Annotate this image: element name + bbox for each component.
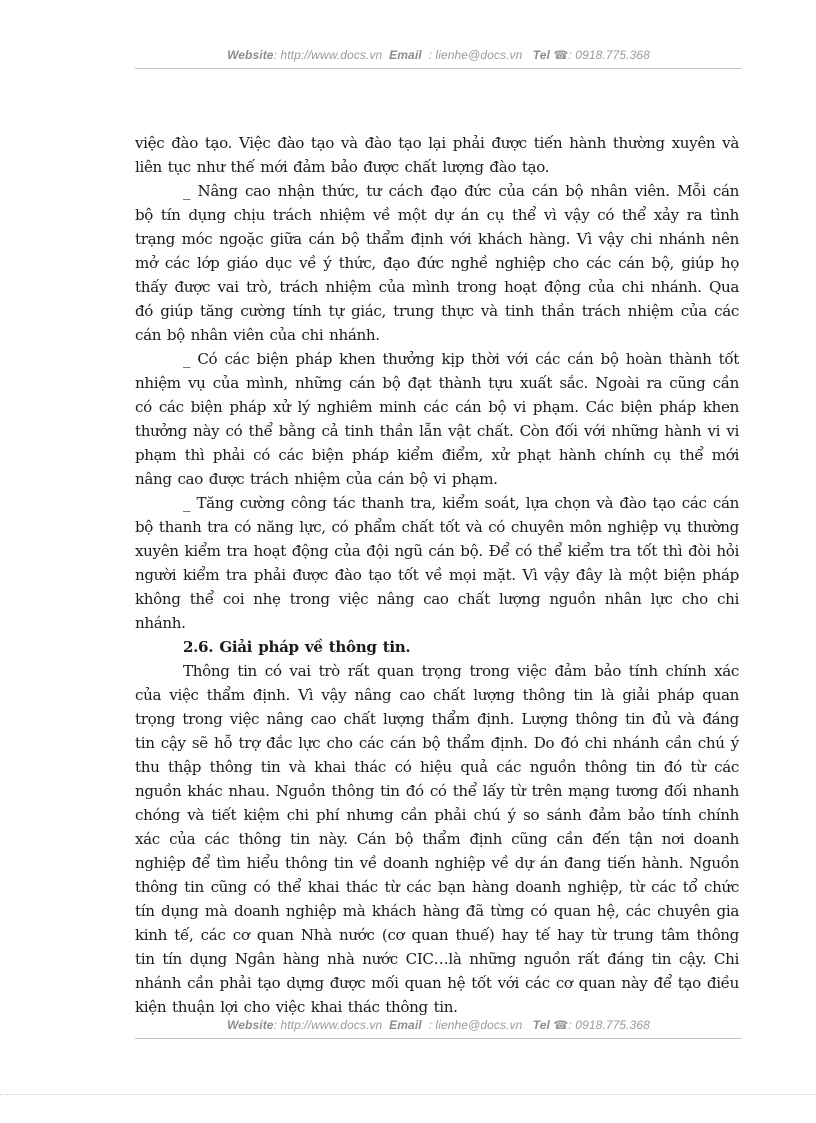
footer-tel-value: : 0918.775.368	[568, 1018, 650, 1032]
page-footer	[135, 1018, 742, 1032]
footer-tel-label: Tel	[532, 1018, 550, 1032]
section-heading: 2.6. Giải pháp về thông tin.	[183, 638, 411, 656]
phone-icon: ☎	[553, 48, 569, 62]
paragraph-3: _ Có các biện pháp khen thưởng kịp thời với các cán bộ hoàn thành tốt nhiệm vụ của mình, những cán bộ đạt thành tựu xuất sắc. Ngoài ra cũng cần có các biện pháp xử lý nghiêm minh các cán bộ vi phạm. Các biện pháp khen thưởng này có thể bằng cả tinh thần lẫn vật chất. Còn đối với những hành vi vi phạm thì phải có các biện pháp kiểm điểm, xử phạt hành chính cụ thể mới nâng cao được trách nhiệm của cán bộ vi phạm.	[135, 350, 739, 488]
header-tel-value: : 0918.775.368	[568, 48, 650, 62]
header-email-link[interactable]: : lienhe@docs.vn	[428, 48, 523, 62]
header-email-label: Email	[389, 48, 422, 62]
page-bottom-divider	[0, 1094, 816, 1095]
footer-rule	[135, 1038, 742, 1039]
footer-website-link[interactable]: : http://www.docs.vn	[273, 1018, 383, 1032]
header-tel-label: Tel	[532, 48, 550, 62]
paragraph-2: _ Nâng cao nhận thức, tư cách đạo đức của cán bộ nhân viên. Mỗi cán bộ tín dụng chịu trách nhiệm về một dự án cụ thể vì vậy có thể xảy ra tình trạng móc ngoặc giữa cán bộ thẩm định với khách hàng. Vì vậy chi nhánh nên mở các lớp giáo dục về ý thức, đạo đức nghề nghiệp cho các cán bộ, giúp họ thấy được vai trò, trách nhiệm của mình trong hoạt động của chi nhánh. Qua đó giúp tăng cường tính tự giác, trung thực và tinh thần trách nhiệm của các cán bộ nhân viên của chi nhánh.	[135, 182, 739, 344]
paragraph-1: việc đào tạo. Việc đào tạo và đào tạo lại phải được tiến hành thường xuyên và liên tục như thế mới đảm bảo được chất lượng đào tạo.	[135, 134, 739, 176]
header-rule	[135, 68, 742, 69]
footer-email-link[interactable]: : lienhe@docs.vn	[428, 1018, 523, 1032]
footer-website-label: Website	[227, 1018, 274, 1032]
phone-icon: ☎	[553, 1018, 569, 1032]
page-header	[135, 48, 742, 62]
paragraph-4: _ Tăng cường công tác thanh tra, kiểm soát, lựa chọn và đào tạo các cán bộ thanh tra có năng lực, có phẩm chất tốt và có chuyên môn nghiệp vụ thường xuyên kiểm tra hoạt động của đội ngũ cán bộ. Để có thể kiểm tra tốt thì đòi hỏi người kiểm tra phải được đào tạo tốt về mọi mặt. Vì vậy đây là một biện pháp không thể coi nhẹ trong việc nâng cao chất lượng nguồn nhân lực cho chi nhánh.	[135, 494, 739, 632]
header-website-label: Website	[227, 48, 274, 62]
header-website-link[interactable]: : http://www.docs.vn	[273, 48, 383, 62]
footer-email-label: Email	[389, 1018, 422, 1032]
paragraph-5: Thông tin có vai trò rất quan trọng trong việc đảm bảo tính chính xác của việc thẩm định. Vì vậy nâng cao chất lượng thông tin là giải pháp quan trọng trong việc nâng cao chất lượng thẩm định. Lượng thông tin đủ và đáng tin cậy sẽ hỗ trợ đắc lực cho các cán bộ thẩm định. Do đó chi nhánh cần chú ý thu thập thông tin và khai thác có hiệu quả các nguồn thông tin đó từ các nguồn khác nhau. Nguồn thông tin đó có thể lấy từ trên mạng tương đối nhanh chóng và tiết kiệm chi phí nhưng cần phải chú ý so sánh đảm bảo tính chính xác của các thông tin này. Cán bộ thẩm định cũng cần đến tận nơi doanh nghiệp để tìm hiểu thông tin về doanh nghiệp về dự án đang tiến hành. Nguồn thông tin cũng có thể khai thác từ các bạn hàng doanh nghiệp, từ các tổ chức tín dụng mà doanh nghiệp mà khách hàng đã từng có quan hệ, các chuyên gia kinh tế, các cơ quan Nhà nước (cơ quan thuế) hay tế hay từ trung tâm thông tin tín dụng Ngân hàng nhà nước CIC…là những nguồn rất đáng tin cậy. Chi nhánh cần phải tạo dựng được mối quan hệ tốt với các cơ quan này để tạo điều kiện thuận lợi cho việc khai thác thông tin.	[135, 662, 739, 1016]
document-body	[135, 131, 739, 1019]
